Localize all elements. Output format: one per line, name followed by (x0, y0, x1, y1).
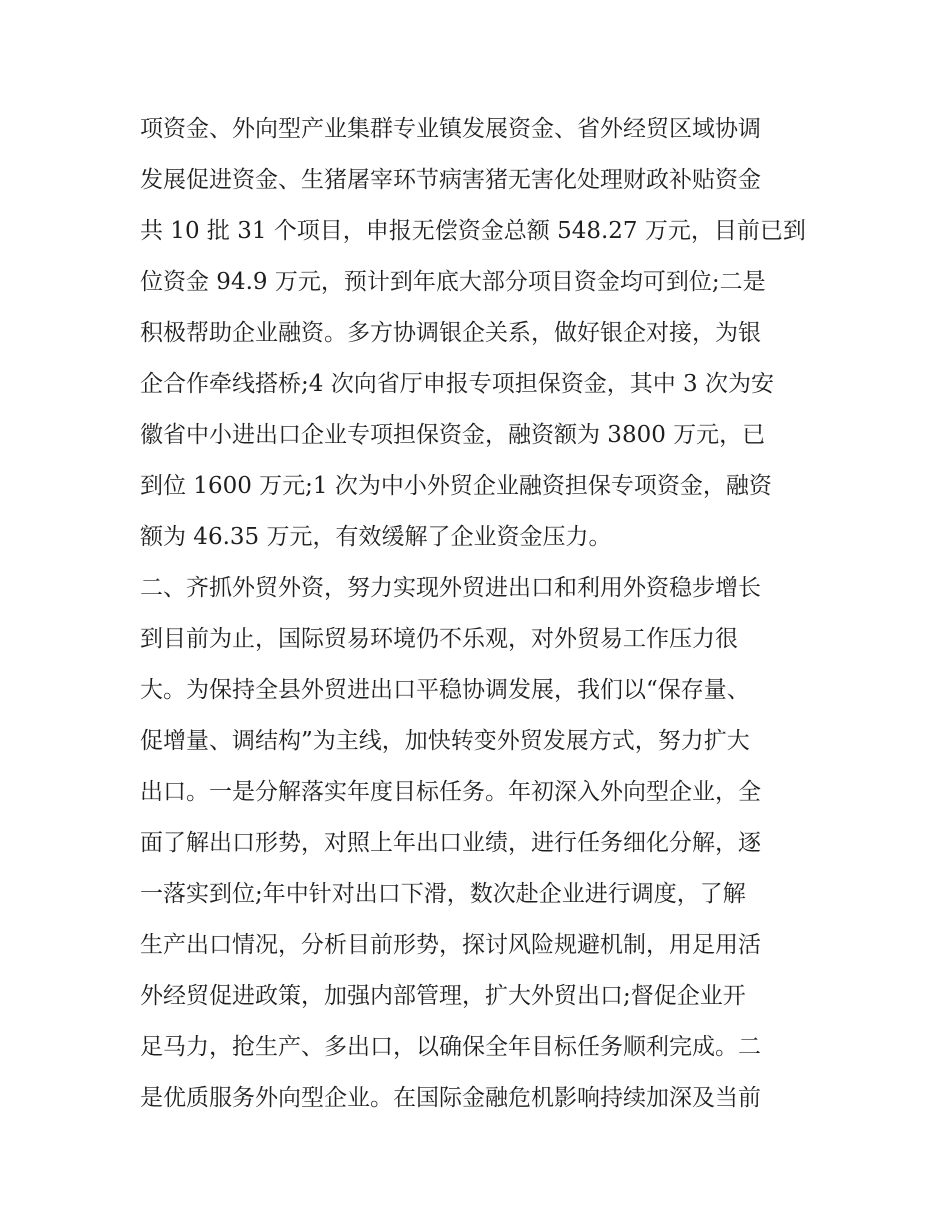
body-text (140, 104, 820, 1124)
text-line: 是优质服务外向型企业。在国际金融危机影响持续加深及当前 (140, 1085, 761, 1111)
text-line: 发展促进资金、生猪屠宰环节病害猪无害化处理财政补贴资金 (140, 167, 761, 193)
text-line: 一落实到位;年中针对出口下滑，数次赴企业进行调度，了解 (140, 881, 746, 907)
text-line: 积极帮助企业融资。多方协调银企关系，做好银企对接，为银 (140, 320, 761, 346)
text-line: 到目前为止，国际贸易环境仍不乐观，对外贸易工作压力很 (140, 626, 738, 652)
section-heading: 二、齐抓外贸外资，努力实现外贸进出口和利用外资稳步增长 (140, 575, 761, 601)
text-line: 大。为保持全县外贸进出口平稳协调发展，我们以“保存量、 (140, 677, 750, 703)
text-line: 面了解出口形势，对照上年出口业绩，进行任务细化分解，逐 (140, 830, 761, 856)
text-line: 足马力，抢生产、多出口，以确保全年目标任务顺利完成。二 (140, 1034, 761, 1060)
text-line: 到位 1600 万元;1 次为中小外贸企业融资担保专项资金，融资 (140, 473, 772, 499)
text-line: 企合作牵线搭桥;4 次向省厅申报专项担保资金，其中 3 次为安 (140, 371, 774, 397)
text-line: 项资金、外向型产业集群专业镇发展资金、省外经贸区域协调 (140, 116, 761, 142)
text-line: 额为 46.35 万元，有效缓解了企业资金压力。 (140, 524, 612, 550)
text-line: 位资金 94.9 万元，预计到年底大部分项目资金均可到位;二是 (140, 269, 766, 295)
text-line: 徽省中小进出口企业专项担保资金，融资额为 3800 万元，已 (140, 422, 766, 448)
text-line: 共 10 批 31 个项目，申报无偿资金总额 548.27 万元，目前已到 (140, 218, 806, 244)
text-line: 促增量、调结构”为主线，加快转变外贸发展方式，努力扩大 (140, 728, 750, 754)
text-line: 生产出口情况，分析目前形势，探讨风险规避机制，用足用活 (140, 932, 761, 958)
text-line: 外经贸促进政策，加强内部管理，扩大外贸出口;督促企业开 (140, 983, 746, 1009)
text-line: 出口。一是分解落实年度目标任务。年初深入外向型企业，全 (140, 779, 761, 805)
